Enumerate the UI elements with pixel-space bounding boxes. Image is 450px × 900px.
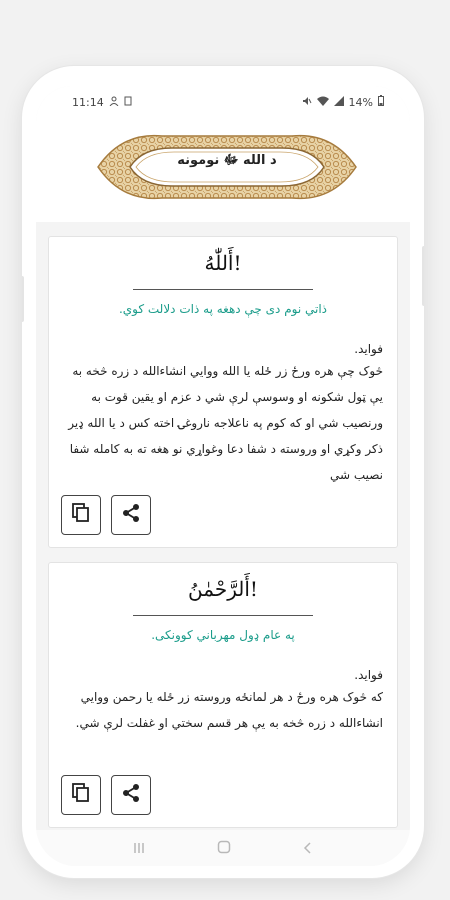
battery-percent: 14% [348, 95, 373, 109]
system-nav-bar [36, 830, 410, 866]
share-icon [121, 783, 141, 807]
card-actions [61, 495, 151, 535]
benefits-text: څوک چې هره ورځ زر ځله یا الله ووایي انشاءالله د زره څخه به یې ټول شکونه او وسوسې لرې شي د عزم او یقین قوت به ورنصیب شي او که کوم په ناعلاجه ناروغۍ اخته کس د یا الله ډیر ذکر وکړي او وروسته د شفا دعا وغواړي نو هغه ته به کامله شفا نصیب شي [68, 364, 383, 482]
name-card [48, 236, 398, 548]
share-icon [121, 503, 141, 527]
app-header [36, 118, 410, 222]
status-bar [36, 86, 410, 118]
power-button [422, 246, 424, 306]
copy-icon [72, 503, 90, 527]
share-button[interactable] [111, 495, 151, 535]
names-list[interactable] [36, 222, 410, 866]
copy-button[interactable] [61, 775, 101, 815]
divider [133, 289, 313, 290]
battery-icon [378, 95, 384, 109]
home-icon[interactable] [217, 839, 231, 858]
wifi-icon [317, 96, 329, 109]
person-icon [109, 96, 119, 109]
status-time: 11:14 [72, 95, 104, 109]
card-actions [61, 775, 151, 815]
signal-icon [334, 96, 344, 109]
recent-apps-icon[interactable] [132, 839, 146, 858]
name-meaning: په عام ډول مهرباني کوونکی. [151, 628, 295, 642]
app-screen [36, 86, 410, 866]
benefits-text: که څوک هره ورځ د هر لمانځه وروسته زر ځله یا رحمن ووایي انشاءالله د زره څخه به یې هر قسم سختي او غفلت لرې شي. [75, 690, 383, 730]
header-title: د الله ﷻ نومونه [177, 153, 277, 168]
name-card [48, 562, 398, 828]
copy-icon [72, 783, 90, 807]
name-arabic: أَللّٰهُ! [204, 251, 242, 275]
volume-button [22, 276, 24, 322]
status-left [72, 96, 132, 109]
status-right [302, 95, 384, 109]
notification-icon [124, 96, 132, 109]
benefits-label: فواید. [354, 668, 383, 682]
divider [133, 615, 313, 616]
benefits-label: فواید. [354, 342, 383, 356]
name-arabic: أَلرَّحْمٰنُ! [188, 577, 258, 601]
back-icon[interactable] [302, 839, 314, 858]
mute-icon [302, 96, 312, 109]
title-banner [92, 128, 362, 206]
phone-frame [22, 66, 424, 878]
share-button[interactable] [111, 775, 151, 815]
copy-button[interactable] [61, 495, 101, 535]
name-meaning: ذاتي نوم دی چې دهغه په ذات دلالت کوي. [118, 302, 328, 316]
